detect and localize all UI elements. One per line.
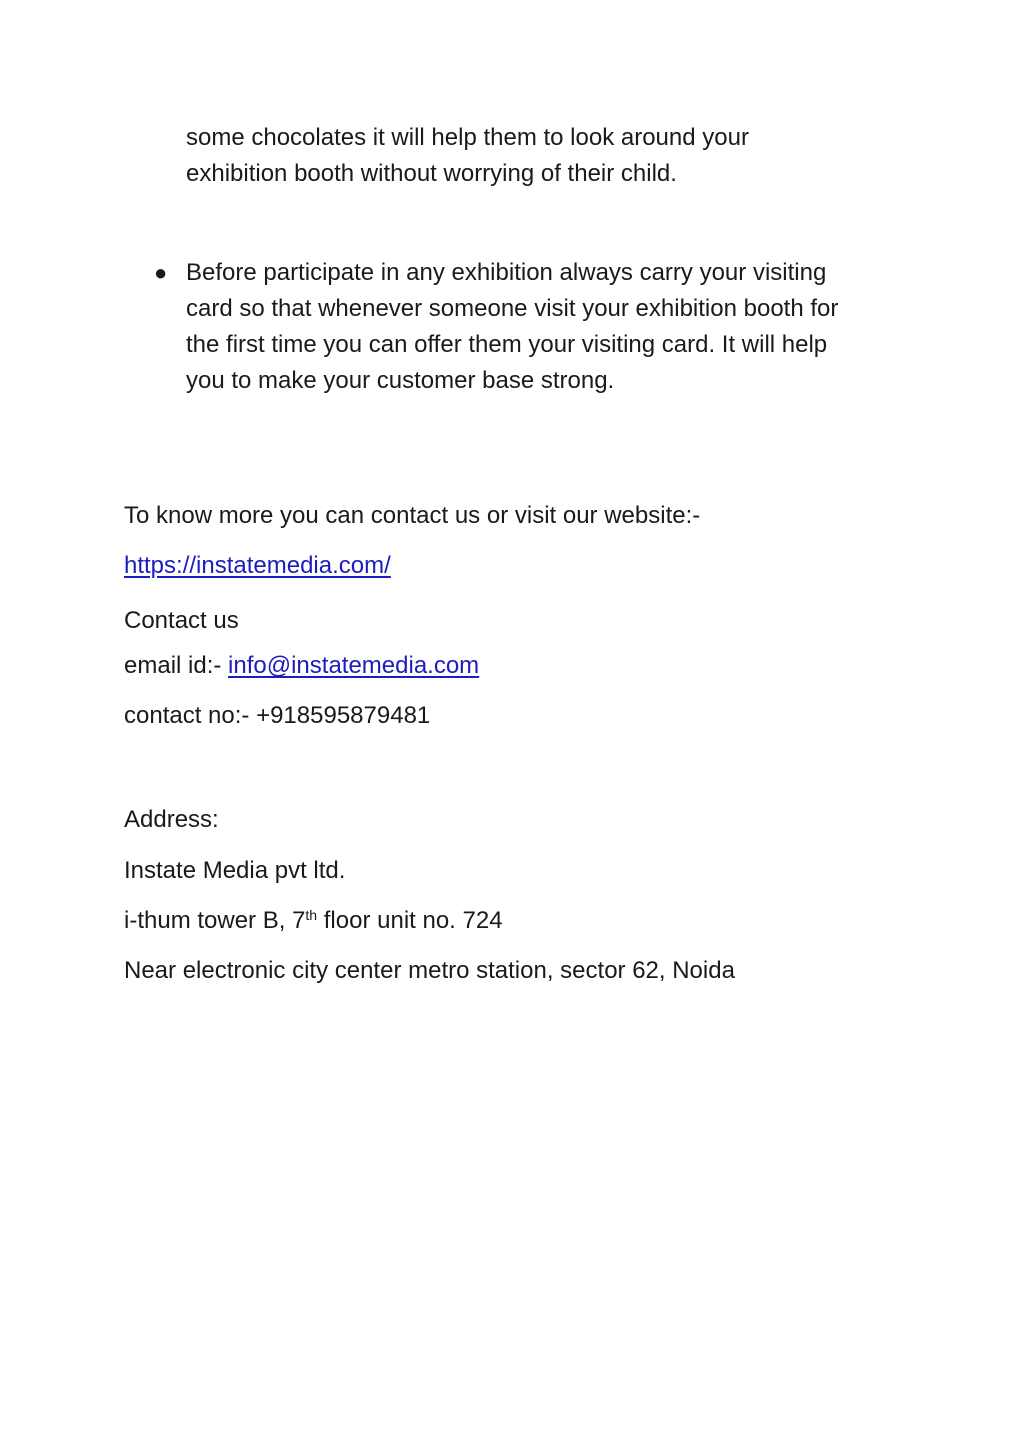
address-line-1-end: floor unit no. 724 [317, 907, 503, 934]
contact-heading: Contact us [124, 607, 239, 634]
address-line-2: Near electronic city center metro station, sector 62, Noida [124, 957, 735, 984]
email-label: email id:- [124, 652, 229, 679]
continuation-line-2: exhibition booth without worrying of their child. [186, 160, 677, 187]
phone-line: contact no:- +918595879481 [124, 702, 431, 729]
bullet-line-1: Before participate in any exhibition always carry your visiting [186, 259, 827, 286]
bullet-line-2: card so that whenever someone visit your exhibition booth for [186, 295, 839, 322]
address-line-1-ordinal: th [305, 907, 318, 923]
continuation-line-1: some chocolates it will help them to look around your [186, 124, 749, 151]
email-line [124, 648, 479, 684]
address-company: Instate Media pvt ltd. [124, 857, 346, 884]
bullet-line-3: the first time you can offer them your visiting card. It will help [186, 331, 828, 358]
email-link[interactable]: info@instatemedia.com [228, 652, 480, 679]
bullet-line-4: you to make your customer base strong. [186, 367, 615, 394]
address-line-1-start: i-thum tower B, 7 [124, 907, 306, 934]
bullet-marker: ● [154, 260, 168, 285]
address-heading: Address: [124, 806, 219, 833]
address-line-1 [124, 903, 503, 939]
website-link[interactable]: https://instatemedia.com/ [124, 552, 391, 579]
contact-intro: To know more you can contact us or visit our website:- [124, 502, 701, 529]
website-link-line [124, 548, 391, 584]
